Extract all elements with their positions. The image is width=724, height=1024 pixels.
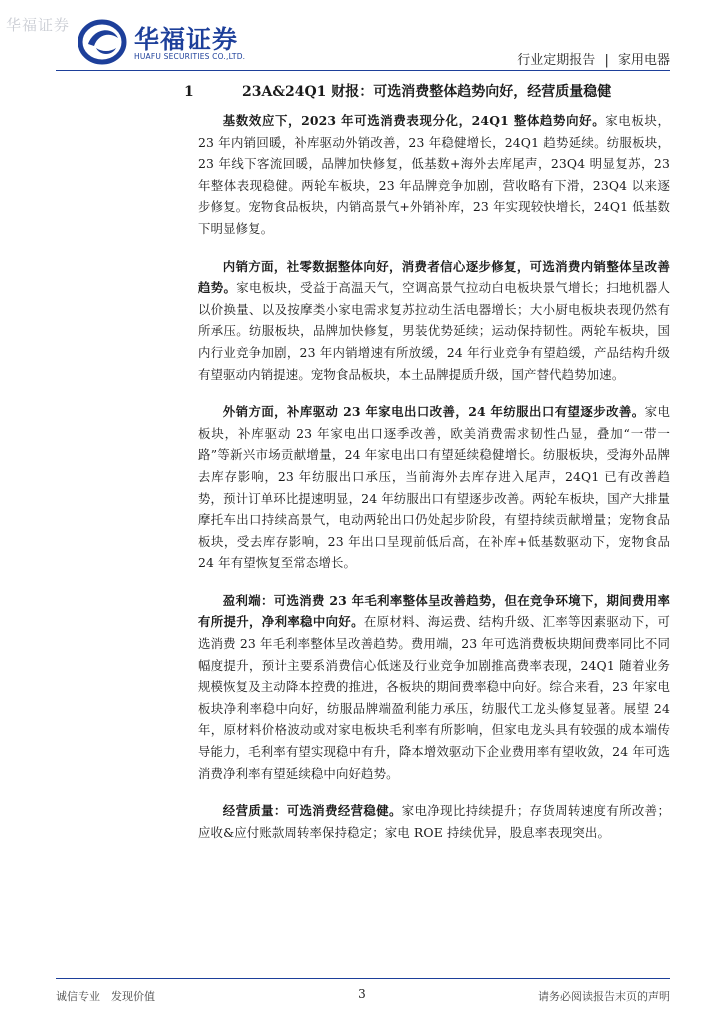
paragraph-body: 家电板块，23 年内销回暖，补库驱动外销改善，23 年稳健增长，24Q1 趋势延续。纺服板块，23 年线下客流回暖，品牌加快修复，低基数+海外去库尾声，23Q4 明显复苏，23 年整体表现稳健。两轮车板块，23 年品牌竞争加剧，营收略有下滑，23Q4 以来逐步修复。宠物食品板块，内销高景气+外销补库，23 年实现较快增长，24Q1 低基数下明显修复。: [198, 113, 670, 236]
industry-name: 家用电器: [617, 53, 670, 68]
huafu-logo-icon: [78, 18, 142, 66]
paragraph-domestic-sales: [198, 256, 670, 386]
paragraph-profitability: [198, 590, 670, 784]
paragraph-overview: [198, 110, 670, 240]
footer-divider: [56, 978, 670, 979]
footer-slogan: 诚信专业 发现价值: [56, 990, 155, 1003]
company-logo: [78, 18, 278, 68]
footer-disclaimer: 请务必阅读报告末页的声明: [538, 990, 670, 1003]
paragraph-lead: 经营质量：可选消费经营稳健。: [222, 803, 402, 819]
paragraph-export-sales: [198, 401, 670, 574]
paragraph-lead: 内销方面，社零数据整体向好，消费者信心逐步修复，可选消费内销整体呈改善趋势。: [198, 258, 670, 296]
report-header: [517, 49, 670, 68]
paragraph-operating-quality: [198, 800, 670, 843]
paragraph-body: 家电净现比持续提升；存货周转速度有所改善；应收&应付账款周转率保持稳定；家电 ROE 持续优异，股息率表现突出。: [198, 803, 670, 840]
watermark: 华福证券: [6, 16, 71, 34]
header-separator: |: [604, 53, 609, 68]
paragraph-lead: 外销方面，补库驱动 23 年家电出口改善，24 年纺服出口有望逐步改善。: [222, 404, 645, 420]
page-number: 3: [358, 987, 366, 1001]
report-type: 行业定期报告: [517, 53, 596, 68]
paragraph-lead: 盈利端：可选消费 23 年毛利率整体呈改善趋势，但在竞争环境下，期间费用率有所提升，净利率稳中向好。: [198, 592, 670, 630]
header-divider: [56, 70, 670, 71]
section-title: 23A&24Q1 财报：可选消费整体趋势向好，经营质量稳健: [242, 84, 612, 100]
paragraph-body: 在原材料、海运费、结构升级、汇率等因素驱动下，可选消费 23 年毛利率整体呈改善趋势。费用端，23 年可选消费板块期间费率同比不同幅度提升，预计主要系消费信心低迷及行业竞争加剧推高费率表现，24Q1 随着业务规模恢复及主动降本控费的推进，各板块的期间费率稳中向好。综合来看，23 年家电板块净利率稳中向好，纺服品牌端盈利能力承压，纺服代工龙头修复显著。展望 24 年，原材料价格波动或对家电板块毛利率有所影响，但家电龙头具有较强的成本端传导能力，毛利率有望实现稳中有升，降本增效驱动下企业费用率有望收敛，24 年可选消费净利率有望延续稳中向好趋势。: [198, 614, 670, 781]
logo-name-cn: 华福证券: [134, 25, 239, 54]
paragraph-body: 家电板块，受益于高温天气，空调高景气拉动白电板块景气增长；扫地机器人以价换量、以及按摩类小家电需求复苏拉动生活电器增长；大小厨电板块表现仍然有所承压。纺服板块，品牌加快修复，男装优势延续；运动保持韧性。两轮车板块，国内行业竞争加剧，23 年内销增速有所放缓，24 年行业竞争有望趋缓，产品结构升级有望驱动内销提速。宠物食品板块，本土品牌提质升级，国产替代趋势加速。: [198, 280, 670, 382]
report-body: [184, 82, 670, 859]
section-number: 1: [184, 84, 194, 100]
section-heading: [184, 82, 670, 102]
logo-name-en: HUAFU SECURITIES CO.,LTD.: [134, 52, 246, 61]
paragraph-body: 家电板块，补库驱动 23 年家电出口逐季改善，欧美消费需求韧性凸显，叠加“一带一路”等新兴市场贡献增量，24 年家电出口有望延续稳健增长。纺服板块，受海外品牌去库存影响，23 年纺服出口承压，当前海外去库存进入尾声，24Q1 已有改善趋势，预计订单环比提速明显，24 年纺服出口有望逐步改善。两轮车板块，国产大排量摩托车出口持续高景气，电动两轮出口仍处起步阶段，有望持续贡献增量；宠物食品板块，受去库存影响，23 年出口呈现前低后高，在补库+低基数驱动下，宠物食品 24 年有望恢复至常态增长。: [198, 404, 670, 571]
paragraph-lead: 基数效应下，2023 年可选消费表现分化，24Q1 整体趋势向好。: [222, 113, 606, 128]
